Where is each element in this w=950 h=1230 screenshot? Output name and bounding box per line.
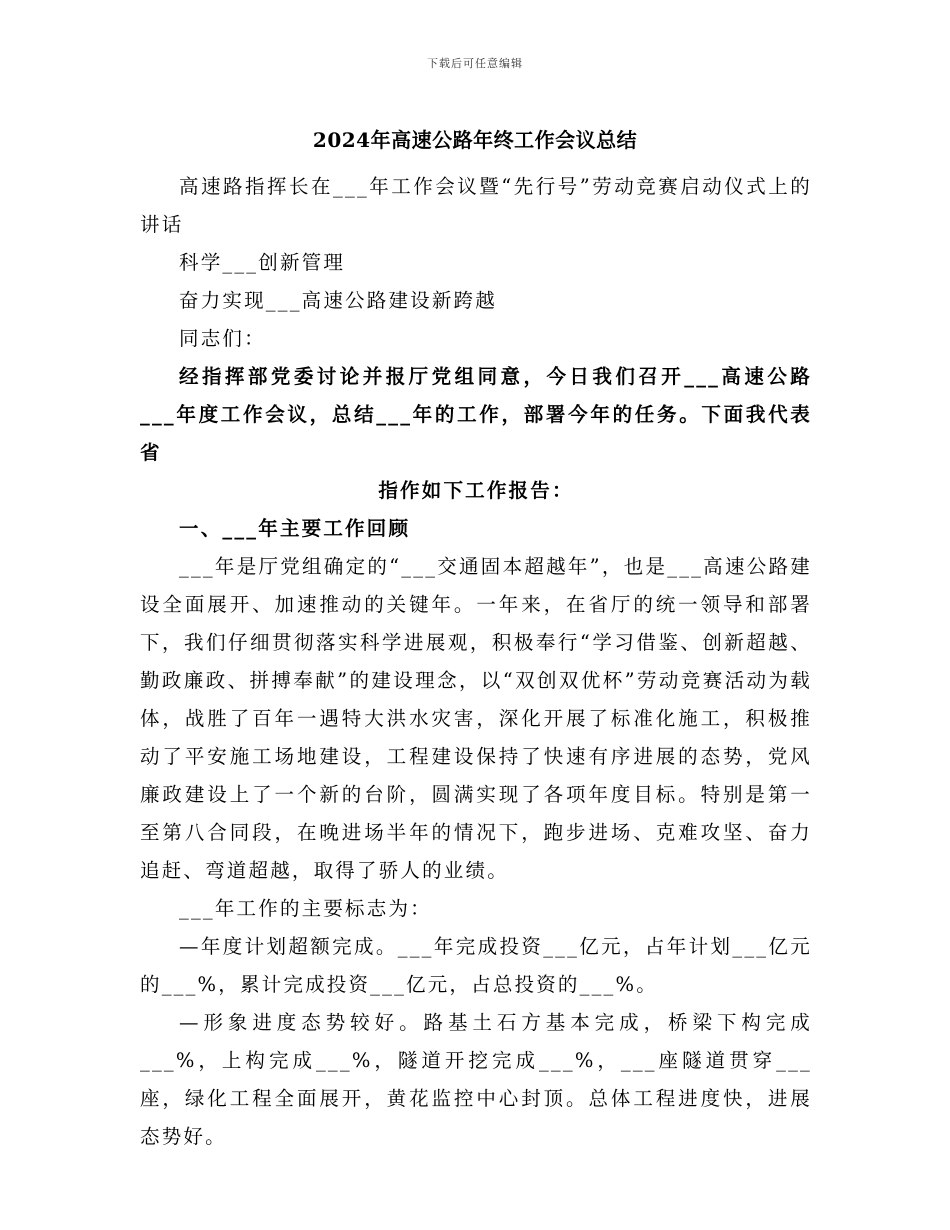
paragraph-salutation: 同志们： <box>179 327 266 350</box>
paragraph-subtitle-1: 科学___创新管理 <box>179 251 346 274</box>
header-note: 下载后可任意编辑 <box>427 57 523 70</box>
paragraph-markers-intro: ___年工作的主要标志为： <box>179 897 432 920</box>
paragraph-progress: —形象进度态势较好。路基土石方基本完成，桥梁下构完成___%，上构完成___%，隧道开挖完成___%，___座隧道贯穿___座，绿化工程全面展开，黄花监控中心封顶。总体工程进度快，进展态势好。 <box>140 1011 812 1148</box>
paragraph-speech-title: 高速路指挥长在___年工作会议暨“先行号”劳动竞赛启动仪式上的讲话 <box>140 175 812 236</box>
document-title: 2024年高速公路年终工作会议总结 <box>312 128 638 152</box>
paragraph-intro-tail: 指作如下工作报告： <box>378 479 574 502</box>
paragraph-intro: 经指挥部党委讨论并报厅党组同意，今日我们召开___高速公路___年度工作会议，总结___年的工作，部署今年的任务。下面我代表省 <box>140 365 812 464</box>
paragraph-review: ___年是厅党组确定的“___交通固本超越年”，也是___高速公路建设全面展开、加速推动的关键年。一年来，在省厅的统一领导和部署下，我们仔细贯彻落实科学进展观，积极奉行“学习借鉴、创新超越、勤政廉政、拼搏奉献”的建设理念，以“双创双优杯”劳动竞赛活动为载体，战胜了百年一遇特大洪水灾害，深化开展了标准化施工，积极推动了平安施工场地建设，工程建设保持了快速有序进展的态势，党风廉政建设上了一个新的台阶，圆满实现了各项年度目标。特别是第一至第八合同段，在晚进场半年的情况下，跑步进场、克难攻坚、奋力追赶、弯道超越，取得了骄人的业绩。 <box>140 555 812 882</box>
section-heading-1: 一、___年主要工作回顾 <box>179 517 411 540</box>
paragraph-plan-completed: —年度计划超额完成。___年完成投资___亿元，占年计划___亿元的___%，累计完成投资___亿元，占总投资的___%。 <box>140 935 812 996</box>
document-body <box>140 168 812 1156</box>
paragraph-subtitle-2: 奋力实现___高速公路建设新跨越 <box>179 289 497 312</box>
